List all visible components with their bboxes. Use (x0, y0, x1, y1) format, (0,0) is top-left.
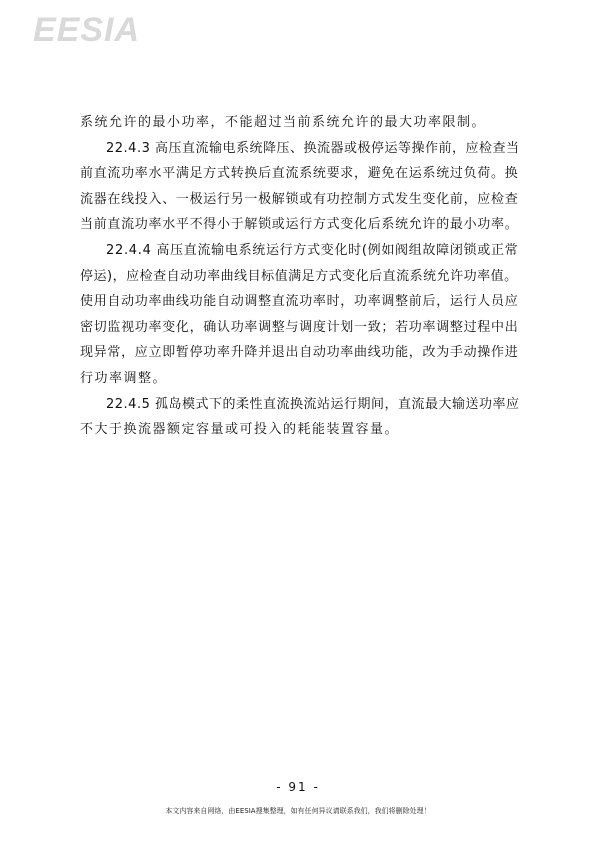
body-line: 行功率调整。 (80, 370, 168, 386)
page-number: - 91 - (276, 780, 320, 794)
body-line: 前直流功率水平满足方式转换后直流系统要求，避免在运系统过负荷。换 (80, 166, 519, 182)
body-line: 密切监视功率变化，确认功率调整与调度计划一致；若功率调整过程中出 (80, 319, 519, 335)
document-body (80, 110, 520, 443)
body-line: 当前直流功率水平不得小于解锁或运行方式变化后系统允许的最小功率。 (80, 217, 519, 233)
body-line: 现异常，应立即暂停功率升降并退出自动功率曲线功能，改为手动操作进 (80, 345, 519, 361)
body-line: 系统允许的最小功率，不能超过当前系统允许的最大功率限制。 (80, 115, 487, 130)
clause-22-4-4-line: 22.4.4 高压直流输电系统运行方式变化时(例如阀组故障闭锁或正常 (106, 242, 519, 258)
clause-22-4-3-line: 22.4.3 高压直流输电系统降压、换流器或极停运等操作前，应检查当 (106, 140, 520, 156)
body-line: 停运)，应检查自动功率曲线目标值满足方式变化后直流系统允许功率值。 (80, 268, 518, 284)
body-line: 使用自动功率曲线功能自动调整直流功率时，功率调整前后，运行人员应 (80, 294, 519, 310)
footer-notice: 本文内容来自网络，由EESIA搜集整理，如有任何异议请联系我们，我们将删除处理！ (165, 807, 431, 815)
eesia-logo: EESIA (33, 11, 141, 49)
body-line: 不大于换流器额定容量或可投入的耗能装置容量。 (80, 422, 400, 438)
clause-22-4-5-line: 22.4.5 孤岛模式下的柔性直流换流站运行期间，直流最大输送功率应 (106, 396, 520, 412)
body-line: 流器在线投入、一极运行另一极解锁或有功控制方式发生变化前，应检查 (80, 191, 519, 207)
